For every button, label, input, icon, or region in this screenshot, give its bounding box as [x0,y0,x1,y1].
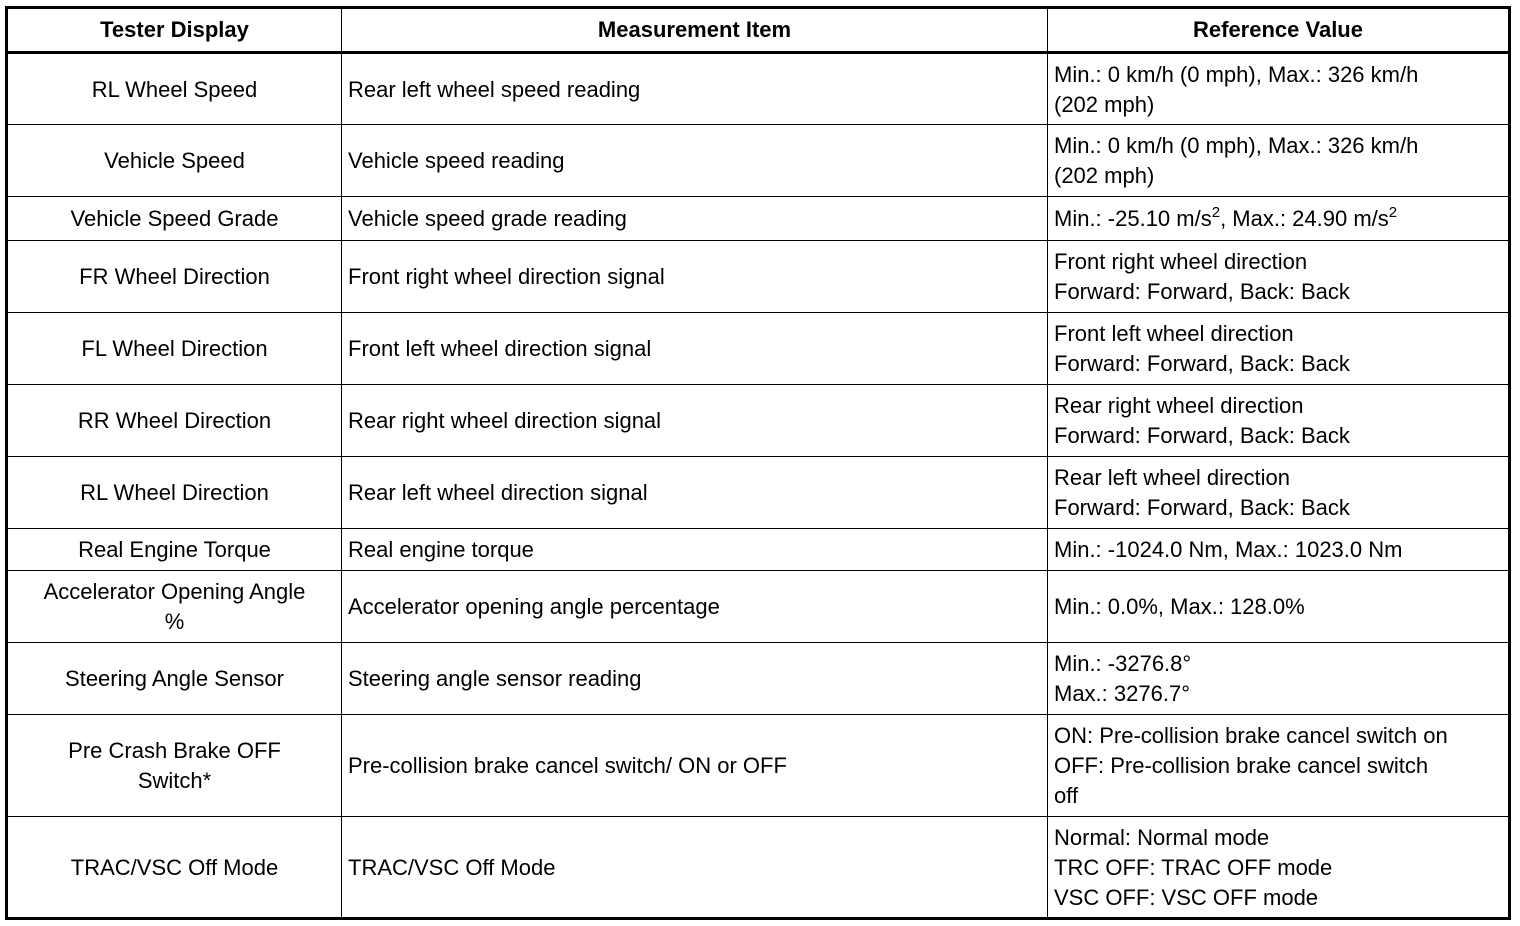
reference-line: Min.: 0.0%, Max.: 128.0% [1054,594,1305,619]
tester-display-cell: Real Engine Torque [7,529,342,571]
reference-max: , Max.: 24.90 m/s [1220,206,1389,231]
header-reference-value: Reference Value [1048,8,1510,53]
reference-value-cell [1048,197,1510,241]
reference-line: Forward: Forward, Back: Back [1054,351,1350,376]
measurement-item-cell: Front left wheel direction signal [342,313,1048,385]
reference-line: (202 mph) [1054,163,1155,188]
measurement-item-cell: Vehicle speed reading [342,125,1048,197]
table-row [7,241,1510,313]
reference-value-cell [1048,715,1510,817]
reference-value-cell [1048,529,1510,571]
display-line: Accelerator Opening Angle [43,579,306,604]
measurement-item-cell: Steering angle sensor reading [342,643,1048,715]
reference-line: Front left wheel direction [1054,321,1294,346]
measurement-item-cell: Rear left wheel direction signal [342,457,1048,529]
reference-line: ON: Pre-collision brake cancel switch on [1054,723,1448,748]
reference-line: Min.: -3276.8° [1054,651,1192,676]
superscript-exponent: 2 [1211,204,1221,221]
reference-line: (202 mph) [1054,91,1155,117]
reference-value-cell [1048,313,1510,385]
table-header-row [7,8,1510,53]
reference-line: Forward: Forward, Back: Back [1054,495,1350,520]
reference-line: TRC OFF: TRAC OFF mode [1054,854,1333,880]
display-line: Switch* [137,768,212,793]
reference-line: Rear left wheel direction [1054,465,1291,490]
tester-display-cell [7,571,342,643]
reference-line: Min.: 0 km/h (0 mph), Max.: 326 km/h [1054,133,1419,158]
superscript-exponent: 2 [1388,204,1398,221]
table-row [7,53,1510,125]
display-line: Pre Crash Brake OFF [68,738,281,763]
tester-display-cell: Steering Angle Sensor [7,643,342,715]
tester-display-cell [7,715,342,817]
table-row [7,385,1510,457]
table-row [7,529,1510,571]
table-row [7,197,1510,241]
table-row [7,571,1510,643]
reference-value-cell [1048,385,1510,457]
reference-value-cell [1048,643,1510,715]
reference-line [1054,204,1506,234]
tester-display-cell: FR Wheel Direction [7,241,342,313]
reference-line: Min.: -1024.0 Nm, Max.: 1023.0 Nm [1054,537,1403,562]
reference-line: Forward: Forward, Back: Back [1054,279,1350,304]
reference-value-cell [1048,457,1510,529]
table-row [7,817,1510,919]
measurement-item-cell: Rear right wheel direction signal [342,385,1048,457]
reference-value-cell [1048,53,1510,125]
reference-line: Normal: Normal mode [1054,824,1270,850]
measurement-item-cell: Real engine torque [342,529,1048,571]
reference-min: Min.: -25.10 m/s [1054,206,1212,231]
table-row [7,643,1510,715]
reference-line: Min.: 0 km/h (0 mph), Max.: 326 km/h [1054,61,1419,87]
reference-line: Rear right wheel direction [1054,393,1304,418]
tester-display-cell: RR Wheel Direction [7,385,342,457]
tester-display-cell: RL Wheel Direction [7,457,342,529]
table-row [7,125,1510,197]
measurement-item-cell: Vehicle speed grade reading [342,197,1048,241]
reference-table [5,6,1511,920]
tester-display-cell: RL Wheel Speed [7,53,342,125]
table-row [7,313,1510,385]
measurement-item-cell: TRAC/VSC Off Mode [342,817,1048,919]
measurement-item-cell: Pre-collision brake cancel switch/ ON or OFF [342,715,1048,817]
reference-value-cell [1048,817,1510,919]
display-line: % [164,609,185,634]
table-row [7,715,1510,817]
header-measurement-item: Measurement Item [342,8,1048,53]
reference-value-cell [1048,571,1510,643]
reference-line: OFF: Pre-collision brake cancel switch [1054,753,1429,778]
reference-value-cell [1048,241,1510,313]
measurement-item-cell: Front right wheel direction signal [342,241,1048,313]
reference-value-cell [1048,125,1510,197]
reference-line: VSC OFF: VSC OFF mode [1054,884,1319,910]
tester-display-cell: TRAC/VSC Off Mode [7,817,342,919]
tester-display-cell: FL Wheel Direction [7,313,342,385]
measurement-item-cell: Rear left wheel speed reading [342,53,1048,125]
tester-display-cell: Vehicle Speed [7,125,342,197]
header-tester-display: Tester Display [7,8,342,53]
reference-line: off [1054,783,1079,808]
reference-line: Forward: Forward, Back: Back [1054,423,1350,448]
measurement-item-cell: Accelerator opening angle percentage [342,571,1048,643]
tester-display-cell: Vehicle Speed Grade [7,197,342,241]
table-row [7,457,1510,529]
reference-line: Max.: 3276.7° [1054,681,1190,706]
reference-line: Front right wheel direction [1054,249,1308,274]
